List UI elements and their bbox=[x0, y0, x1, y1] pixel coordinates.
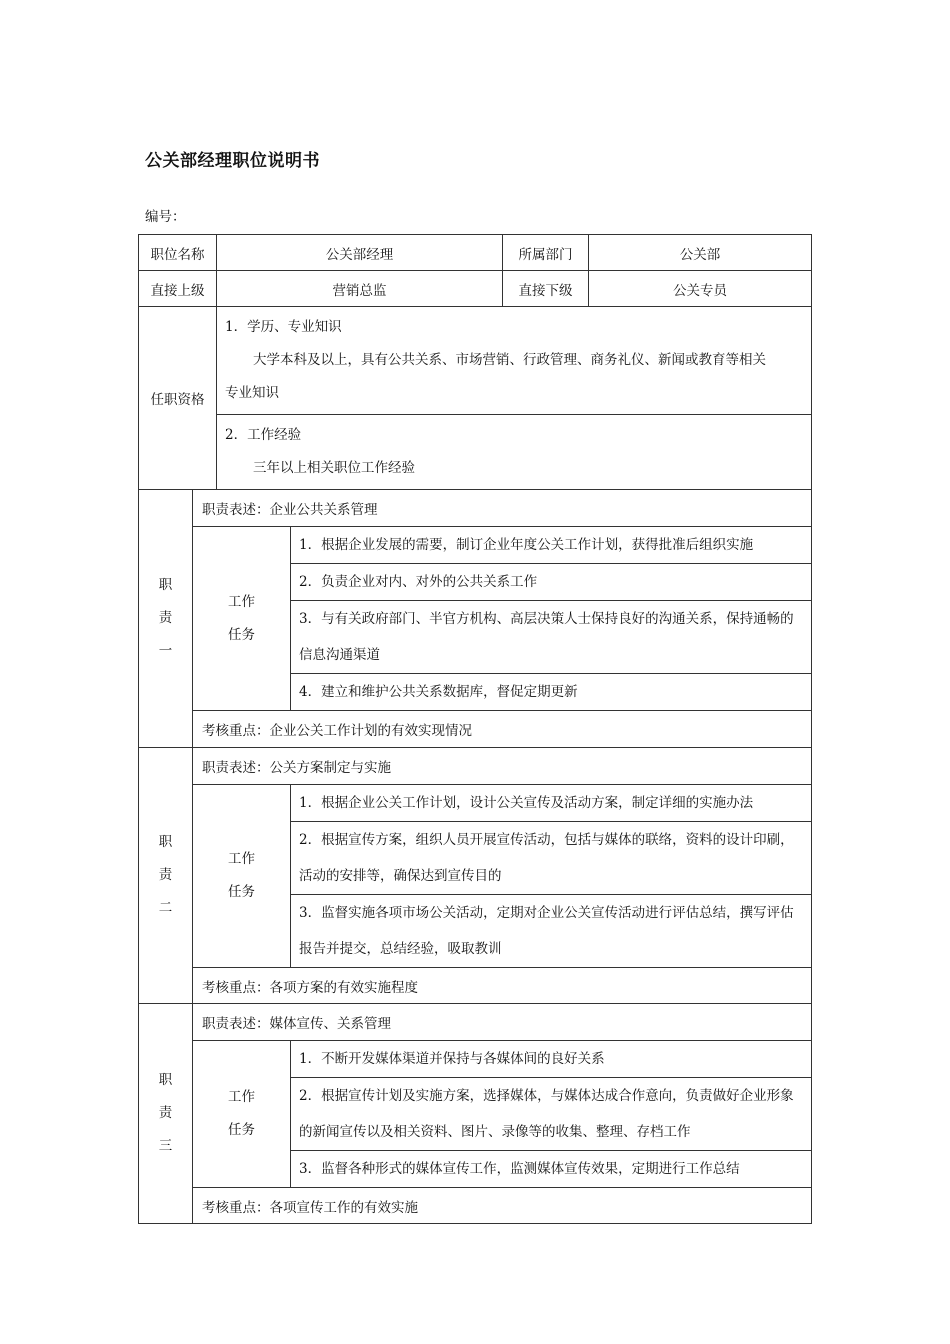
work-task-label-line: 任务 bbox=[228, 884, 255, 900]
qualification-row-2 bbox=[139, 415, 812, 490]
duty-2-task-row bbox=[139, 785, 812, 822]
position-value: 公关部经理 bbox=[217, 235, 503, 271]
subordinate-label: 直接下级 bbox=[503, 271, 589, 307]
duty-3-label-char: 责 bbox=[158, 1105, 173, 1121]
duty-3-label-char: 三 bbox=[158, 1138, 173, 1154]
duty-2-task-2-line: 2．根据宣传方案，组织人员开展宣传活动，包括与媒体的联络，资料的设计印刷， bbox=[299, 832, 794, 848]
job-description-table bbox=[138, 234, 812, 1224]
position-label: 职位名称 bbox=[139, 235, 217, 271]
duty-1-task-3 bbox=[291, 601, 812, 674]
duty-3-task-2 bbox=[291, 1078, 812, 1151]
duty-3-task-1: 1．不断开发媒体渠道并保持与各媒体间的良好关系 bbox=[291, 1041, 812, 1078]
duty-1-label bbox=[139, 490, 193, 748]
duty-2-desc: 职责表述：公关方案制定与实施 bbox=[193, 748, 812, 785]
duty-2-task-2 bbox=[291, 822, 812, 895]
basic-row-1 bbox=[139, 235, 812, 271]
duty-1-task-1: 1．根据企业发展的需要，制订企业年度公关工作计划，获得批准后组织实施 bbox=[291, 527, 812, 564]
duty-2-task-2-line: 活动的安排等，确保达到宣传目的 bbox=[299, 868, 502, 884]
qualification-item-1-text-b: 专业知识 bbox=[225, 385, 279, 401]
duty-2-task-3-line: 3．监督实施各项市场公关活动，定期对企业公关宣传活动进行评估总结，撰写评估 bbox=[299, 905, 794, 921]
basic-row-2 bbox=[139, 271, 812, 307]
duty-2-label bbox=[139, 748, 193, 1004]
duty-1-task-2: 2．负责企业对内、对外的公共关系工作 bbox=[291, 564, 812, 601]
superior-label: 直接上级 bbox=[139, 271, 217, 307]
superior-value: 营销总监 bbox=[217, 271, 503, 307]
work-task-label-line: 工作 bbox=[228, 1089, 255, 1105]
duty-1-task-row bbox=[139, 527, 812, 564]
qualification-item-2-title: 2．工作经验 bbox=[225, 427, 302, 443]
duty-1-label-char: 职 bbox=[158, 577, 173, 593]
duty-3-task-row bbox=[139, 1041, 812, 1078]
qualification-label: 任职资格 bbox=[139, 307, 217, 490]
qualification-row-1 bbox=[139, 307, 812, 415]
subordinate-value: 公关专员 bbox=[589, 271, 812, 307]
work-task-label-line: 任务 bbox=[228, 1122, 255, 1138]
qualification-item-1-title: 1．学历、专业知识 bbox=[225, 319, 342, 335]
dept-value: 公关部 bbox=[589, 235, 812, 271]
duty-2-kpi-row bbox=[139, 968, 812, 1004]
duty-3-task-3: 3．监督各种形式的媒体宣传工作，监测媒体宣传效果，定期进行工作总结 bbox=[291, 1151, 812, 1188]
duty-2-work-task-label bbox=[193, 785, 291, 968]
duty-2-task-1: 1．根据企业公关工作计划，设计公关宣传及活动方案，制定详细的实施办法 bbox=[291, 785, 812, 822]
duty-3-desc: 职责表述：媒体宣传、关系管理 bbox=[193, 1004, 812, 1041]
duty-1-kpi: 考核重点：企业公关工作计划的有效实现情况 bbox=[193, 711, 812, 748]
qualification-item-2-text: 三年以上相关职位工作经验 bbox=[253, 460, 415, 476]
qualification-item-2 bbox=[217, 415, 812, 490]
duty-3-label bbox=[139, 1004, 193, 1224]
duty-2-task-3-line: 报告并提交，总结经验，吸取教训 bbox=[299, 941, 502, 957]
duty-3-label-char: 职 bbox=[158, 1072, 173, 1088]
duty-2-kpi: 考核重点：各项方案的有效实施程度 bbox=[193, 968, 812, 1004]
duty-1-work-task-label bbox=[193, 527, 291, 711]
duty-1-task-3-line: 3．与有关政府部门、半官方机构、高层决策人士保持良好的沟通关系，保持通畅的 bbox=[299, 611, 794, 627]
duty-3-kpi-row bbox=[139, 1188, 812, 1224]
duty-3-work-task-label bbox=[193, 1041, 291, 1188]
dept-label: 所属部门 bbox=[503, 235, 589, 271]
duty-1-task-4: 4．建立和维护公共关系数据库，督促定期更新 bbox=[291, 674, 812, 711]
duty-3-desc-row bbox=[139, 1004, 812, 1041]
work-task-label-line: 工作 bbox=[228, 593, 255, 610]
duty-1-desc-row bbox=[139, 490, 812, 527]
document-title: 公关部经理职位说明书 bbox=[145, 151, 320, 171]
duty-1-task-3-line: 信息沟通渠道 bbox=[299, 647, 380, 663]
code-label: 编号： bbox=[145, 209, 186, 225]
duty-3-task-2-line: 2．根据宣传计划及实施方案，选择媒体，与媒体达成合作意向，负责做好企业形象 bbox=[299, 1088, 794, 1104]
duty-2-label-char: 二 bbox=[158, 900, 173, 916]
duty-1-desc: 职责表述：企业公共关系管理 bbox=[193, 490, 812, 527]
qualification-item-1 bbox=[217, 307, 812, 415]
duty-1-label-char: 一 bbox=[158, 643, 173, 659]
duty-1-kpi-row bbox=[139, 711, 812, 748]
duty-2-label-char: 职 bbox=[158, 834, 173, 850]
duty-2-task-3 bbox=[291, 895, 812, 968]
work-task-label-line: 任务 bbox=[228, 626, 255, 643]
work-task-label-line: 工作 bbox=[228, 851, 255, 867]
duty-2-desc-row bbox=[139, 748, 812, 785]
qualification-item-1-text-a: 大学本科及以上，具有公共关系、市场营销、行政管理、商务礼仪、新闻或教育等相关 bbox=[253, 352, 766, 368]
duty-3-kpi: 考核重点：各项宣传工作的有效实施 bbox=[193, 1188, 812, 1224]
duty-3-task-2-line: 的新闻宣传以及相关资料、图片、录像等的收集、整理、存档工作 bbox=[299, 1124, 691, 1140]
duty-1-label-char: 责 bbox=[158, 610, 173, 626]
duty-2-label-char: 责 bbox=[158, 867, 173, 883]
